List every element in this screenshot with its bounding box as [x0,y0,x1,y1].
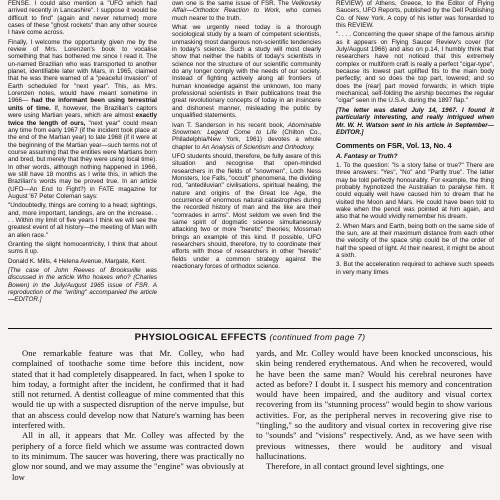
letters-column-left [8,0,157,306]
bold-text-run: had the informant been using terrestrial units of time. [8,97,157,112]
letters-column-right [336,0,494,278]
letter-paragraph: UFO students should, therefore, be fully aware of this situation and recognise that open-minded researchers in the fields of "snowmen", Loch Ness Monsters, Ice Falls, "occult" phenomena, the dividing rod, "antediluvian" civilisations, spiritual healing, the nature and origins of the Great Ice Age, the occurrence of enormous natural catastrophes during the recorded history of man and the like are their "comrades in arms". Most seldom we even find the same spirit of dogmatic science simultaneously attacking two or more "heretic" theories; Mossman brings an example of this kind. If possible, UFO researchers should, therefore, try to coordinate their efforts with those of researchers in other "heretic" fields under a common strategy against the reactionary forces of orthodox science. [172,152,321,271]
article-column-right [256,348,492,472]
article-paragraph: All in all, it appears that Mr. Colley was affected by the periphery of a force field which we assume was contracted down to its minimum. The saucer was hovering, there was practically no glow nor sound, and we may assume the "engine" was obviously at low [12,430,244,482]
italic-text-run: Velikovsky Affair—Orthodox Reaction to Work, [172,0,321,15]
letter-paragraph: What we urgently need today is a thorough sociological study by a team of competent scientists, unmasking most dangerous non-scientific tendencies in today's science. Such a study will most clearly show that neither the habits of today's scientists in science nor the structure of our scientific community do any longer comply with the needs of our society. Instead of fighting actively along all frontiers of human knowledge against the unknown, too many professional scientists in their publications treat the great revolutionary concepts of today in an insincere and dishonest manner, misleading the public by unqualified statements. [172,24,321,120]
letter-paragraph: 2. When Mars and Earth, being both on the same side of the sun, are at their maximum distance from each other the velocity of the space ship could be of the order of half the speed of light. At their nearest, it might be about a sixth. [336,222,494,259]
letter-paragraph: ". . . . Concerning the queer shape of the famous airship as it appears on Flying Saucer Review's cover (for July/August 1966) and also on p.14, I humbly think that researchers have not noticed that this extremely complex or multiform craft is really a perfect "cigar-type", because its lowest part uplifted fits to the main body perfectly; and so does the top part, lowered; and so does the [rear] part moved forwards; in which triple mechanical, self-folding the airship becomes the regular "cigar" seen in the U.S.A. during the 1897 flap." [336,31,494,105]
article-heading [0,332,500,343]
text-run: who comes much nearer to the truth. [172,7,322,22]
text-run: If, however, the Brazilian's captors were using Martian years, which are almost [8,104,158,120]
text-run: Finally, I welcome the opportunity given me by the review of Mrs. Lorenzen's book to vocalise something that has bothered me since I read it. The un-named Brazilian who was transported to another planet, identifiable later with Mars, in 1965, claimed that he was there warned of a "peaceful invasion" of Earth scheduled for "next year". This, as Mrs. Lorenzen notes, would have meant sometime in 1966— [8,38,157,105]
letter-paragraph: 1. To the question: "Is a story false or true?" There are three answers: "Yes", "No" and "Partly true". The latter may be told perfectly honourably. For example, the thing probably hypnotized the Australian to paralyse him. It could equally well have caused him to dream that he visited the Moon and Mars. He could have been told to wake when the pencil was pointed at him again, and also that he would vividly remember his dream. [336,161,494,221]
letter-paragraph: Granting the slight homocentricity, I think that about sums it up. [8,241,157,256]
letter-paragraph [172,0,321,22]
section-heading: Comments on FSR, Vol. 13, No. 4 [336,141,452,151]
article-title: PHYSIOLOGICAL EFFECTS [134,332,267,343]
editor-note: [The letter was dated July 14, 1967. I found it particularly interesting, and really intrigued when Mr. W. H. Watson sent in his article in September—EDITOR.] [336,106,494,136]
section-divider [8,328,492,329]
continuation-note: (continued from page 7) [269,332,366,342]
text-run: own one is the same issue of FSR. The [172,0,289,7]
article-paragraph: yards, and Mr. Colley would have been knocked unconscious, his skin being rendered erythematous. And when he recovered, would he have been the same man? Would his cerebral neurones have acted as before? I doubt it. I suspect his memory and concentration would have been impaired, and the auditory and visual cortex recovering from its "stunning process" would begin to show various activities. For, as the peripheral nerves in recovering give rise to "tingling," so the auditory and visual cortex in recovering give rise to "sounds" and "visions" respectively. And, as we have seen with previous witnesses, there would be auditory and visual hallucinations. [256,348,492,461]
letters-column-middle [172,0,321,272]
text-run: (Chilton Co., Philadelphia/New York, 1961) devotes a whole chapter to [172,128,322,151]
italic-text-run: Abominable Snowmen: Legend Come to Life [172,121,321,136]
letter-paragraph [8,39,157,201]
text-run: "next year" could mean any time from early 1967 (if the incident took place at the end of the Martian year) to late 1968 (if it were at the beginning of the Martian year—such terms not of course assuming that the entities were Martians born and bred, but merely that they were using local time). In other words, although nothing happened in 1966, we still have 18 months as I write this, in which the Brazilian's words may be proved true. In an article (UFO—An End to Fight?) in FATE magazine for August '67 Peter Coleman says: [8,119,158,200]
letter-paragraph [172,122,321,151]
letter-paragraph: REVIEW) of Athens, Greece, to the Editor of Flying Saucers, UFO Reports, published by the Dell Publishing Co. of New York. A copy of his letter was forwarded to this REVIEW. [336,0,494,30]
letter-signature: Donald K. Mills, 4 Helena Avenue, Margate, Kent. [8,257,147,265]
editor-note: [The case of John Reeves of Brooksville was discussed in the article Who hoaxes who? (Charles Bowen) in the July/August 1965 issue of FSR. A reproduction of the "writing" accompanied the article—EDITOR.] [8,267,157,304]
article-paragraph: One remarkable feature was that Mr. Colley, who had complained of toothache some time before this incident, now stated that it had completely disappeared. In fact, when I spoke to him today, a fortnight after the incident, he confirmed that it had still not returned. A dentist colleague of mine commented that this would tie up with a suspected disruption of the nerve impulse, but that an abscess could develop now that Nature's warning has been interfered with. [12,348,244,431]
bold-text-run: exactly twice the length of ours, [8,112,157,127]
quotation: "Undoubtedly, things are coming to a head; sightings, and, more important, landings, are on the increase. . . . Within my limit of five years I think we will see the greatest event of all history—the meeting of Man with an alien race." [8,202,157,239]
article-column-left [12,348,244,482]
text-run: Ivan T. Sanderson in his recent book, [172,121,285,129]
article-paragraph: Therefore, in all contact ground level sightings, one [266,461,444,472]
subheading: A. Fantasy or Truth? [336,152,398,160]
letter-paragraph: FENSE. I could also mention a "UFO which had arrived recently in Lancashire". I suppose it would be difficult to find" (again and never returned) more cases of these "ghost rockets" than any other source I have come across. [8,0,157,37]
italic-text-run: An Analysis of Scientism and Orthodoxy. [201,143,315,151]
letter-paragraph: 3. But the acceleration required to achieve such speeds in very many times [336,261,494,276]
